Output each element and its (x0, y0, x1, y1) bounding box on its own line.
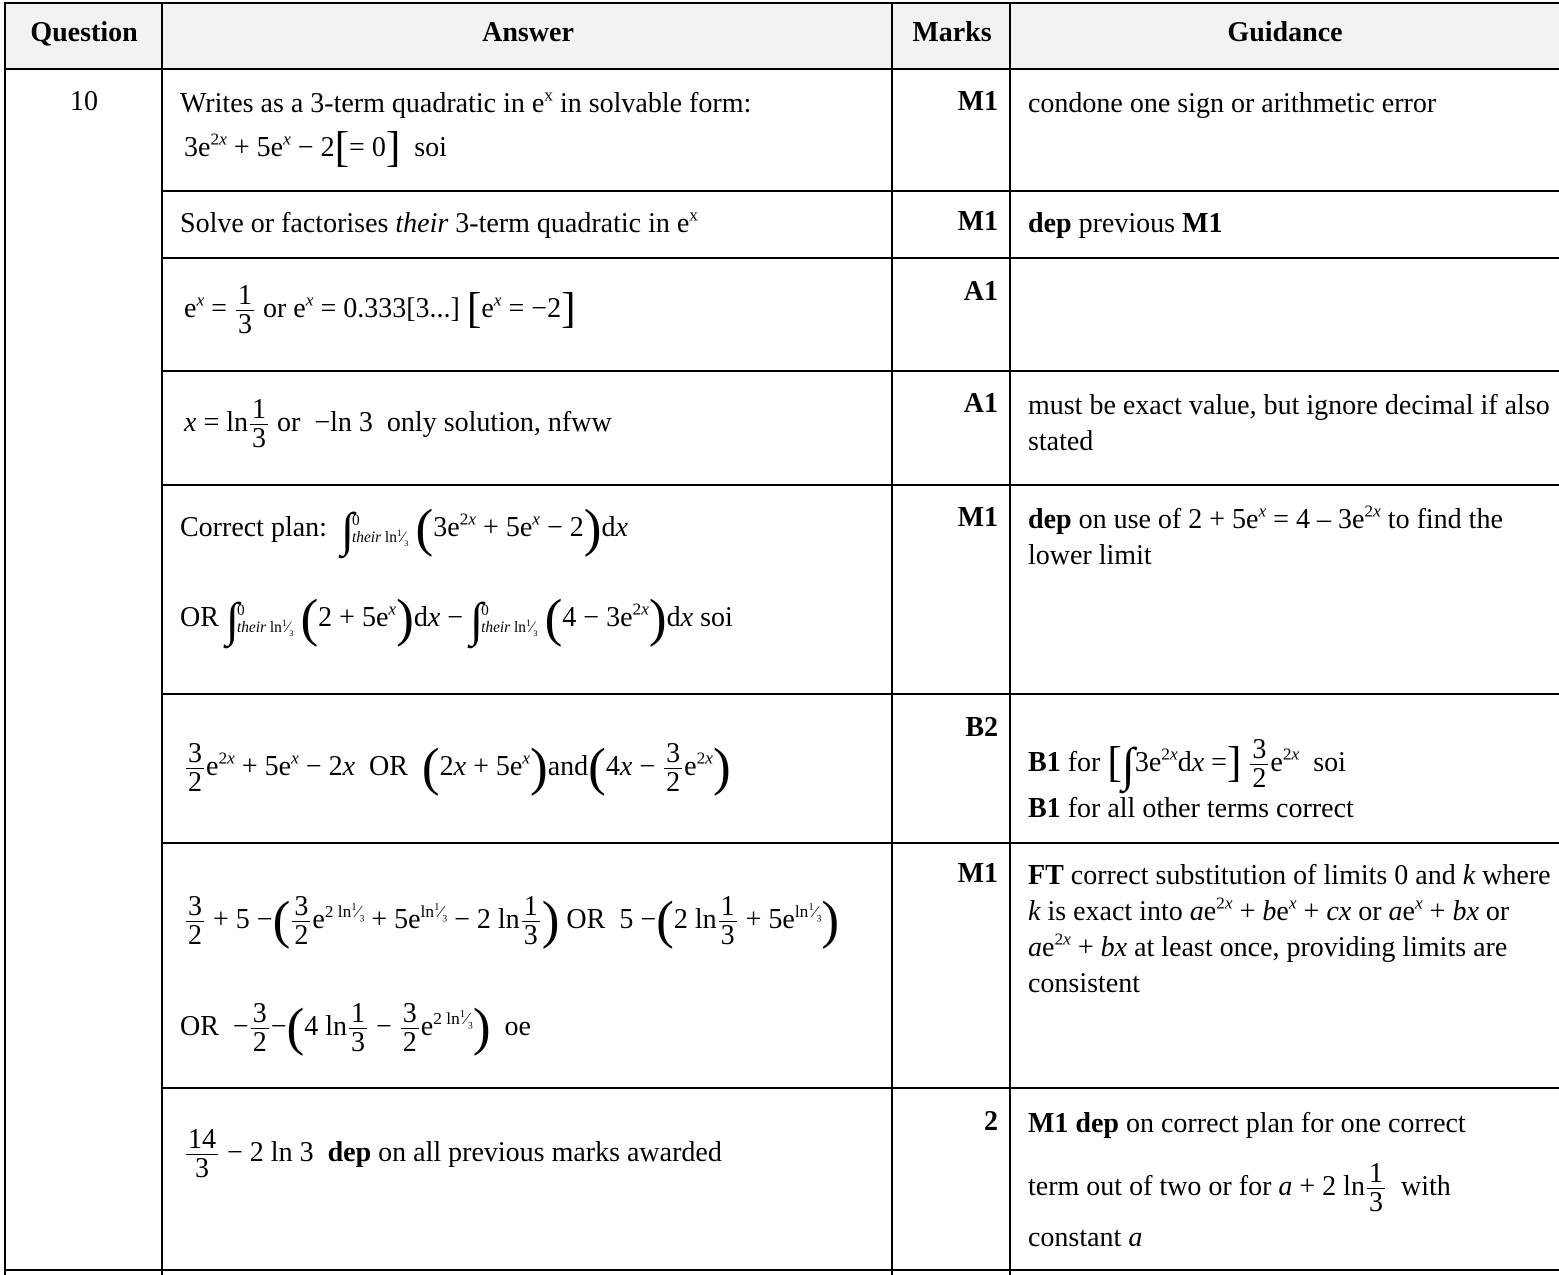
row8-guidance-line3: constant a (1028, 1222, 1143, 1253)
column-divider (161, 3, 163, 1275)
row-divider (161, 484, 1559, 486)
question-number: 10 (70, 86, 98, 117)
row-divider (161, 1087, 1559, 1089)
row1-mark: M1 (957, 86, 998, 117)
row5-answer-plan: Correct plan: ∫ 0 their $\ln^1⁄_3$ $(3e^{2x} + 5e^x - 2)dx$ (180, 498, 628, 558)
row8-answer: $\frac{14}{3}$ − 2 ln 3 dep on all previous marks awarded (188, 1124, 722, 1184)
row2-answer: Solve or factorises their 3-term quadratic in $e^x$ (180, 205, 698, 239)
row3-answer: $e^x$ = $\frac{1}{3}$ or $e^x = 0.333[3...] [e^x = -2]$ (184, 280, 576, 340)
row6-guidance-line1: B1 for [$\int 3e^{2x}dx$ =] $\frac{3}{2}$ $e^{2x}$ soi (1028, 734, 1346, 794)
row8-guidance-line1: M1 dep on correct plan for one correct (1028, 1108, 1466, 1139)
row7-guidance: FT correct substitution of limits 0 and k where k is exact into $ae^{2x} + be^x$ + cx or $ae^x$ + bx or $ae^{2x}$ + bx at least once, providing limits are consistent (1028, 860, 1551, 999)
row-divider (4, 1269, 1559, 1271)
row7-answer-line1: $\frac{3}{2}$ + 5 −( $\frac{3}{2}$ $e^{2 ln^1⁄_3} + 5e^{ln^1⁄_3} - 2$ ln $\frac{1}{3}$ ) OR 5 −(2 ln $\frac{1}{3}$ + $5e^{ln^1⁄_3}$) (188, 890, 840, 951)
row5-answer-alt: OR ∫ 0 their $\ln^1⁄_3$ $(2 + 5e^x)dx$ − ∫ 0 their $\ln^1⁄_3$ $(4 - 3e^{2x})dx$ soi (180, 588, 733, 648)
row6-mark: B2 (965, 712, 998, 743)
row-divider (4, 2, 1559, 4)
row7-answer-line2: OR − $\frac{3}{2}$ −(4 ln $\frac{1}{3}$ − $\frac{3}{2}$ $e^{2 ln^1⁄_3}$) oe (180, 997, 531, 1058)
row4-answer: x = ln $\frac{1}{3}$ or −ln 3 only solution, nfww (184, 394, 612, 454)
row5-mark: M1 (957, 502, 998, 533)
row2-guidance: dep previous M1 (1028, 208, 1223, 239)
row1-answer: Writes as a 3-term quadratic in $e^x$ in solvable form: (180, 85, 752, 119)
row8-mark: 2 (984, 1106, 998, 1137)
column-divider (4, 3, 6, 1275)
row4-mark: A1 (963, 388, 998, 419)
row2-mark: M1 (957, 206, 998, 237)
column-divider (891, 3, 893, 1275)
row-divider (161, 190, 1559, 192)
row3-mark: A1 (963, 276, 998, 307)
header-answer: Answer (482, 17, 574, 48)
row5-guidance: dep on use of $2 + 5e^x = 4 - 3e^{2x}$ to find the lower limit (1028, 501, 1503, 571)
row4-guidance: must be exact value, but ignore decimal if also stated (1028, 390, 1550, 457)
row-divider (161, 370, 1559, 372)
column-divider (1009, 3, 1011, 1275)
header-question: Question (30, 17, 138, 48)
header-guidance: Guidance (1227, 17, 1343, 48)
row-divider (4, 68, 1559, 70)
row-divider (161, 257, 1559, 259)
row6-answer: $\frac{3}{2}$ $e^{2x} + 5e^x - 2x$ OR $(2x + 5e^x)and(4x$ − $\frac{3}{2}$ $e^{2x}$) (188, 737, 731, 798)
row6-guidance-line2: B1 for all other terms correct (1028, 793, 1354, 824)
row-divider (161, 842, 1559, 844)
row1-guidance: condone one sign or arithmetic error (1028, 88, 1437, 119)
row1-answer-equation: $3e^{2x} + 5e^x - 2[= 0]$ soi (184, 123, 447, 172)
header-marks: Marks (912, 17, 992, 48)
row8-guidance-line2: term out of two or for a + 2 ln $\frac{1}{3}$ with (1028, 1158, 1451, 1218)
row7-mark: M1 (957, 858, 998, 889)
row-divider (161, 693, 1559, 695)
